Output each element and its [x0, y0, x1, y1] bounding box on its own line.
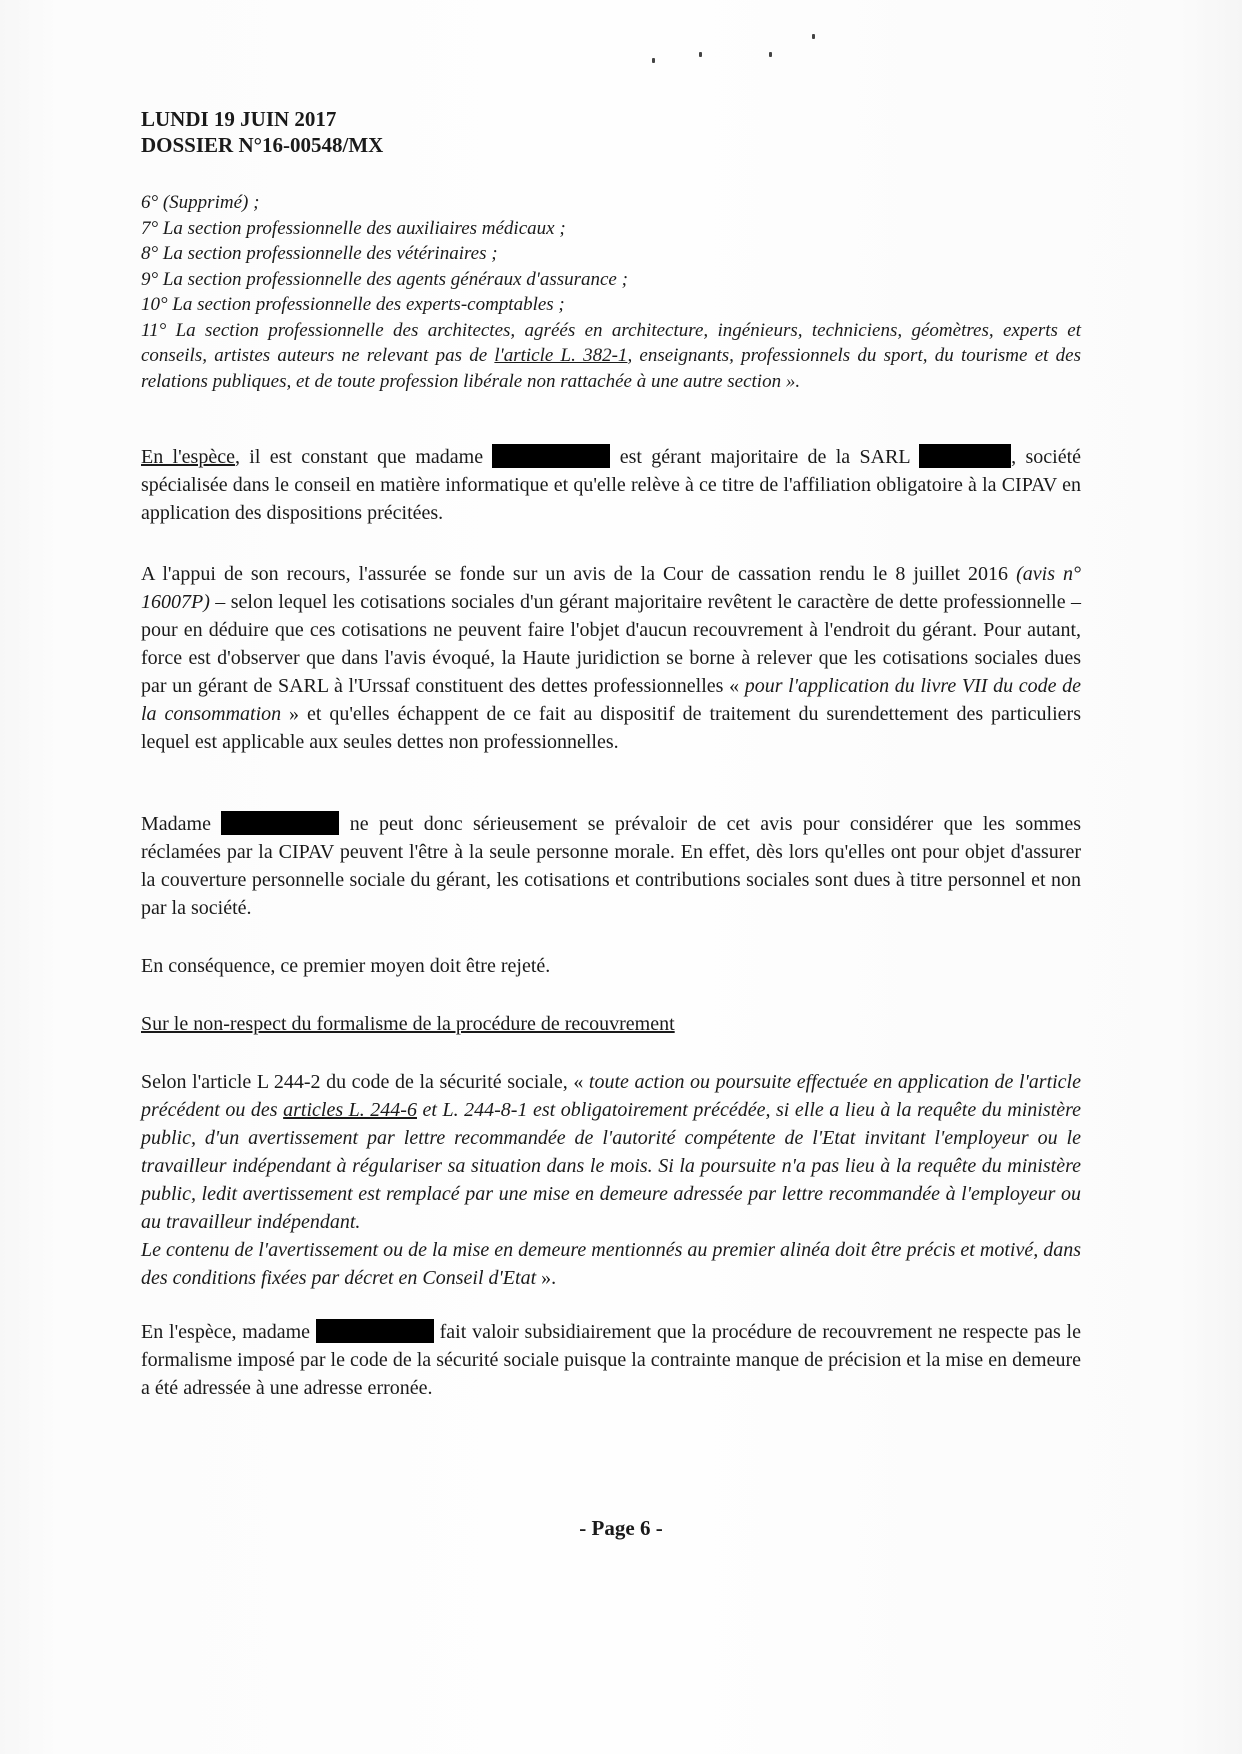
scan-speck [699, 52, 702, 57]
paragraph [141, 443, 1081, 527]
list-item: 7° La section professionnelle des auxiliaires médicaux ; [141, 217, 566, 239]
redaction-box [492, 444, 610, 468]
paragraph [141, 560, 1081, 756]
list-item: 10° La section professionnelle des experts-comptables ; [141, 294, 565, 315]
scan-speck [769, 52, 772, 57]
header-dossier: DOSSIER N°16-00548/MX [141, 133, 384, 157]
list-item-text: , enseignants, professionnels du sport, du tourisme et des relations publiques, et de toute profession libérale non rattachée à une autre section ». [141, 345, 1081, 392]
paragraph: En conséquence, ce premier moyen doit être rejeté. [141, 955, 551, 977]
paragraph [141, 810, 1081, 922]
redaction-box [919, 444, 1011, 468]
paragraph-text: A l'appui de son recours, l'assurée se fonde sur un avis de la Cour de cassation rendu le 8 juillet 2016 [141, 563, 1017, 585]
quoted-list [141, 190, 1081, 394]
list-item: 8° La section professionnelle des vétérinaires ; [141, 243, 498, 264]
paragraph-text: Selon l'article L 244-2 du code de la sécurité sociale, « [141, 1071, 589, 1093]
document-header [141, 106, 383, 158]
paragraph [141, 1068, 1081, 1292]
paragraph-text: fait valoir subsidiairement que la procédure de recouvrement ne respecte pas le formalisme imposé par le code de la sécurité sociale puisque la contrainte manque de précision et la mise en demeure a été adressée à une adresse erronée. [141, 1321, 1081, 1399]
paragraph-lead: En l'espèce [141, 446, 235, 468]
quoted-text: toute action ou poursuite effectuée en application de l'article précédent ou des [141, 1071, 1081, 1121]
quoted-text: et L. 244-8-1 est obligatoirement précédée, si elle a lieu à la requête du ministère public, d'un avertissement par lettre recommandée de l'autorité compétente de l'Etat invitant l'employeur ou le travailleur indépendant à régulariser sa situation dans le mois. Si la poursuite n'a pas lieu à la requête du ministère public, ledit avertissement est remplacé par une mise en demeure adressée par lettre recommandée à l'employeur ou au travailleur indépendant. [141, 1099, 1081, 1233]
list-item: 9° La section professionnelle des agents généraux d'assurance ; [141, 268, 628, 290]
scan-speck [652, 58, 655, 63]
paragraph-text: ne peut donc sérieusement se prévaloir de cet avis pour considérer que les sommes réclamées par la CIPAV peuvent l'être à la seule personne morale. En effet, dès lors qu'elles ont pour objet d'assurer la couverture personnelle sociale du gérant, les cotisations et contributions sociales sont dues à titre personnel et non par la société. [141, 813, 1081, 919]
paragraph-text: est gérant majoritaire de la SARL [610, 446, 920, 468]
redaction-box [221, 811, 339, 835]
paragraph-text: Madame [141, 813, 222, 835]
paragraph-text: – selon lequel les cotisations sociales d'un gérant majoritaire revêtent le caractère de dette professionnelle – pour en déduire que ces cotisations ne peuvent faire l'objet d'aucun recouvrement à l'endroit du gérant. Pour autant, force est d'observer que dans l'avis évoqué, la Haute juridiction se borne à relever que les cotisations sociales dues par un gérant de SARL à l'Urssaf constituent des dettes professionnelles « [141, 591, 1081, 697]
paragraph-text: , il est constant que madame [234, 446, 493, 468]
header-date: LUNDI 19 JUIN 2017 [141, 107, 337, 131]
article-link[interactable]: l'article L. 382-1 [494, 345, 628, 366]
paragraph-text: En l'espèce, madame [141, 1321, 316, 1343]
redaction-box [316, 1319, 434, 1343]
paragraph [141, 1318, 1081, 1402]
paragraph-text: » et qu'elles échappent de ce fait au dispositif de traitement du surendettement des particuliers lequel est applicable aux seules dettes non professionnelles. [141, 703, 1081, 753]
list-item [141, 318, 1081, 395]
page-number: - Page 6 - [579, 1516, 663, 1540]
list-item-text: 11° La section professionnelle des architectes, agréés en architecture, ingénieurs, techniciens, géomètres, experts et conseils, artistes auteurs ne relevant pas de [141, 319, 1081, 366]
quoted-text: Le contenu de l'avertissement ou de la mise en demeure mentionnés au premier alinéa doit être précis et motivé, dans des conditions fixées par décret en Conseil d'Etat [141, 1239, 1081, 1289]
section-heading: Sur le non-respect du formalisme de la procédure de recouvrement [141, 1013, 675, 1035]
article-link[interactable]: articles L. 244-6 [283, 1099, 417, 1121]
scan-speck [812, 34, 815, 39]
paragraph-text: ». [536, 1267, 557, 1289]
list-item: 6° (Supprimé) ; [141, 192, 260, 213]
avis-reference: (avis n° 16007P) [141, 563, 1081, 613]
quoted-text: pour l'application du livre VII du code de la consommation [141, 675, 1082, 725]
paragraph-text: , société spécialisée dans le conseil en matière informatique et qu'elle relève à ce titre de l'affiliation obligatoire à la CIPAV en application des dispositions précitées. [141, 446, 1082, 524]
